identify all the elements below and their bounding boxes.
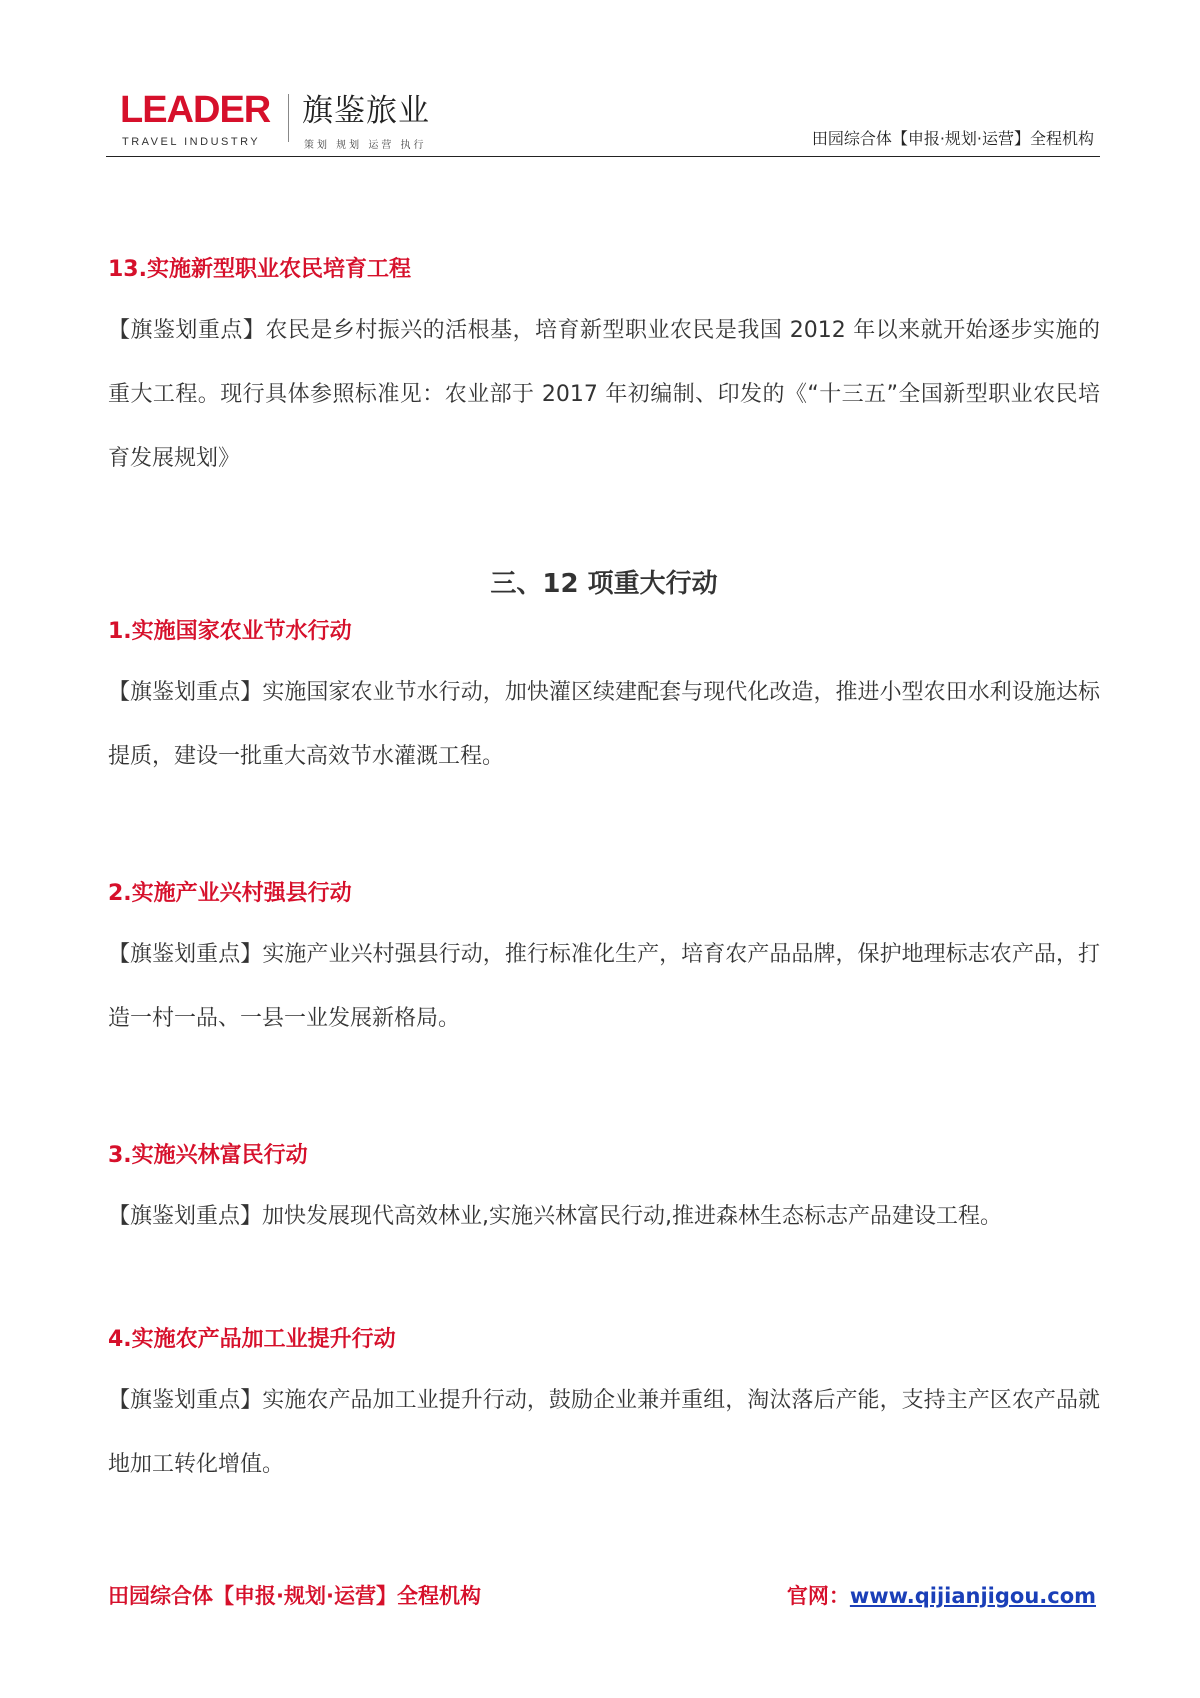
section-heading: 2.实施产业兴村强县行动 [108,881,352,906]
page-footer [108,1580,1100,1620]
page-header [106,78,1100,157]
logo-divider [288,94,289,142]
page-content [108,255,1100,1497]
header-tagline: 田园综合体【申报·规划·运营】全程机构 [811,129,1094,148]
section-paragraph: 【旗鉴划重点】加快发展现代高效林业,实施兴林富民行动,推进森林生态标志产品建设工程。 [108,1204,1002,1229]
section-paragraph: 【旗鉴划重点】实施国家农业节水行动，加快灌区续建配套与现代化改造，推进小型农田水利设施达标提质，建设一批重大高效节水灌溉工程。 [108,680,1100,769]
footer-site-label: 官网： [786,1584,850,1608]
section-heading: 1.实施国家农业节水行动 [108,619,352,644]
section-paragraph: 【旗鉴划重点】农民是乡村振兴的活根基，培育新型职业农民是我国 2012 年以来就开始逐步实施的重大工程。现行具体参照标准见：农业部于 2017 年初编制、印发的《“十三五”全国新型职业农民培育发展规划》 [108,318,1100,471]
footer-tagline: 田园综合体【申报·规划·运营】全程机构 [108,1584,481,1608]
logo-brand-sub: TRAVEL INDUSTRY [122,136,261,148]
footer-site [787,1580,1096,1610]
section-paragraph: 【旗鉴划重点】实施产业兴村强县行动，推行标准化生产，培育农产品品牌，保护地理标志农产品，打造一村一品、一县一业发展新格局。 [108,942,1100,1031]
section-heading: 13.实施新型职业农民培育工程 [108,257,411,282]
logo-brand: LEADER [120,89,271,131]
logo-brand-cn: 旗鉴旅业 [302,93,430,129]
section-heading: 4.实施农产品加工业提升行动 [108,1327,396,1352]
part-title: 三、12 项重大行动 [490,569,718,599]
section-heading: 3.实施兴林富民行动 [108,1143,308,1168]
logo-brand-cn-sub: 策划 规划 运营 执行 [304,140,427,151]
section-paragraph: 【旗鉴划重点】实施农产品加工业提升行动，鼓励企业兼并重组，淘汰落后产能，支持主产区农产品就地加工转化增值。 [108,1388,1100,1477]
website-link[interactable]: www.qijianjigou.com [849,1584,1096,1608]
